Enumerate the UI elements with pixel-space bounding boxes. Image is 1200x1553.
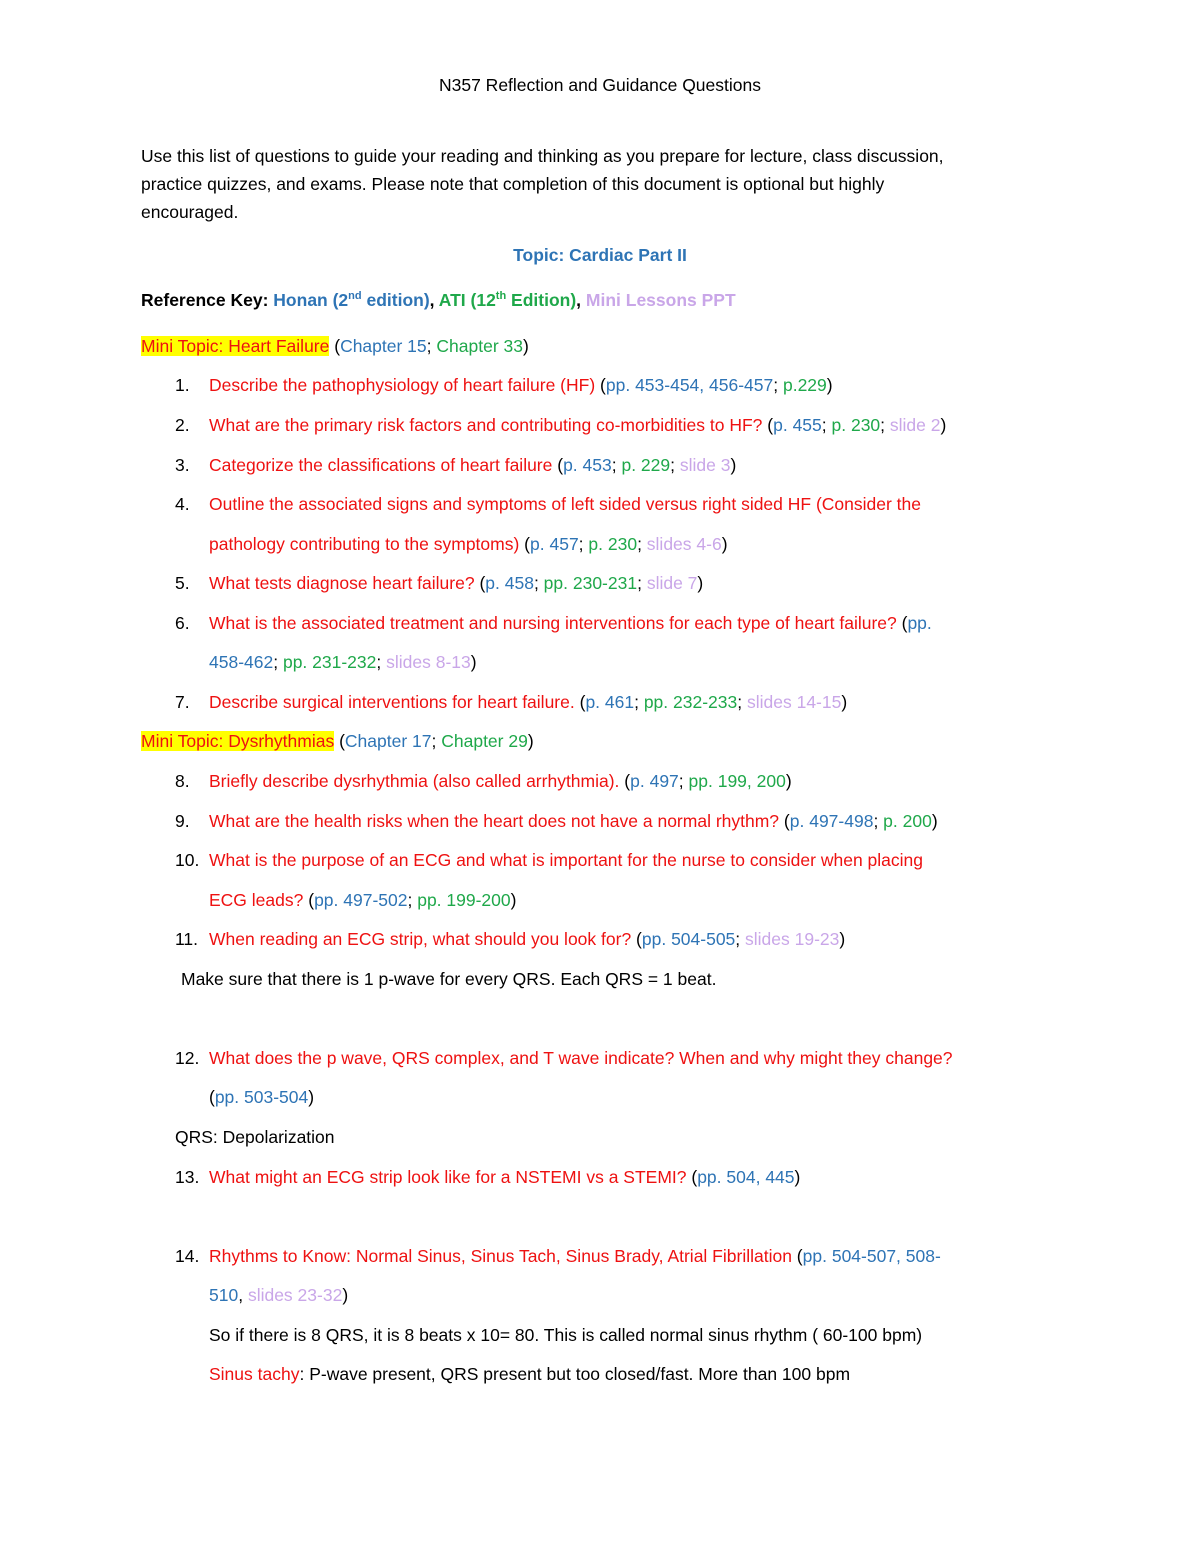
question-text: Rhythms to Know: Normal Sinus, Sinus Tach, Sinus Brady, Atrial Fibrillation [209, 1246, 792, 1266]
chapter-ref: Chapter 29 [441, 731, 528, 751]
slide-ref: slides 14-15 [746, 692, 842, 712]
question-6: 6. What is the associated treatment and nursing interventions for each type of heart failure? (pp. [175, 613, 932, 633]
ref-ati: ATI (12 [438, 290, 496, 310]
chapter-ref: Chapter 33 [436, 336, 523, 356]
question-12-cont: (pp. 503-504) [209, 1087, 315, 1107]
mini-topic-heart-failure: Mini Topic: Heart Failure (Chapter 15; Chapter 33) [141, 336, 529, 356]
honan-ref: 510 [209, 1285, 239, 1305]
note-label: Sinus tachy [209, 1364, 300, 1384]
note-q14-a: So if there is 8 QRS, it is 8 beats x 10= 80. This is called normal sinus rhythm ( 60-100 bpm) [209, 1325, 923, 1345]
honan-ref: p. 457 [530, 534, 579, 554]
question-text: What are the primary risk factors and contributing co-morbidities to HF? [209, 415, 763, 435]
ref-ati-sup: th [495, 290, 507, 302]
ref-ati-end: Edition) [506, 290, 577, 310]
honan-ref: 458-462 [209, 652, 274, 672]
question-number: 14. [175, 1246, 200, 1266]
ref-honan-sup: nd [348, 290, 362, 302]
reference-key: Reference Key: Honan (2nd edition), ATI (12th Edition), Mini Lessons PPT [141, 290, 736, 310]
ati-ref: pp. 199-200 [417, 890, 511, 910]
question-number: 9. [175, 811, 190, 831]
question-number: 6. [175, 613, 190, 633]
honan-ref: pp. 504-507, 508- [802, 1246, 941, 1266]
honan-ref: pp. 497-502 [314, 890, 408, 910]
ref-honan-end: edition) [361, 290, 430, 310]
question-10 [175, 849, 923, 871]
ref-honan: Honan (2 [273, 290, 349, 310]
question-4 [175, 493, 921, 515]
question-text: pathology contributing to the symptoms) [209, 534, 520, 554]
ati-ref: p. 230 [588, 534, 638, 554]
question-number: 2. [175, 415, 190, 435]
question-number: 11. [175, 929, 199, 949]
honan-ref: pp. 504, 445 [697, 1167, 795, 1187]
question-number: 8. [175, 771, 190, 791]
slide-ref: slides 23-32 [247, 1285, 343, 1305]
question-text: Outline the associated signs and symptoms of left sided versus right sided HF (Consider the [209, 494, 922, 514]
document-title: N357 Reflection and Guidance Questions [438, 75, 761, 95]
question-text: What does the p wave, QRS complex, and T wave indicate? When and why might they change? [209, 1048, 953, 1068]
ati-ref: p. 230 [831, 415, 881, 435]
note-q12: QRS: Depolarization [175, 1127, 335, 1147]
slide-ref: slide 7 [646, 573, 698, 593]
ati-ref: p. 229 [621, 455, 671, 475]
chapter-ref: Chapter 17 [344, 731, 432, 751]
honan-ref: p. 458 [485, 573, 534, 593]
ati-ref: pp. 199, 200 [688, 771, 786, 791]
slide-ref: slides 19-23 [745, 929, 840, 949]
question-text: What is the associated treatment and nursing interventions for each type of heart failure? [209, 613, 897, 633]
question-14: 14. Rhythms to Know: Normal Sinus, Sinus Tach, Sinus Brady, Atrial Fibrillation (pp. 504-507, 508- [175, 1246, 941, 1266]
question-text: Categorize the classifications of heart failure [209, 455, 553, 475]
question-number: 3. [175, 455, 190, 475]
question-12 [175, 1047, 953, 1069]
honan-ref: p. 497 [630, 771, 679, 791]
question-1: 1. Describe the pathophysiology of heart failure (HF) (pp. 453-454, 456-457; p.229) [175, 375, 833, 395]
question-2: 2. What are the primary risk factors and contributing co-morbidities to HF? (p. 455; p. 230; slide 2) [175, 415, 947, 435]
topic-heading: Topic: Cardiac Part II [513, 245, 687, 265]
chapter-ref: Chapter 15 [340, 336, 427, 356]
slide-ref: slide 2 [889, 415, 941, 435]
question-7: 7. Describe surgical interventions for heart failure. (p. 461; pp. 232-233; slides 14-15) [175, 692, 848, 712]
mini-topic-label: Mini Topic: Heart Failure [141, 336, 330, 356]
question-number: 7. [175, 692, 190, 712]
question-10-cont: ECG leads? (pp. 497-502; pp. 199-200) [209, 890, 517, 910]
note-text: : P-wave present, QRS present but too closed/fast. More than 100 bpm [299, 1364, 851, 1384]
question-number: 13. [175, 1167, 200, 1187]
ati-ref: p.229 [782, 375, 827, 395]
slide-ref: slide 3 [679, 455, 731, 475]
question-number: 1. [175, 375, 190, 395]
reference-key-label: Reference Key: [141, 290, 269, 310]
question-text: What might an ECG strip look like for a NSTEMI vs a STEMI? [209, 1167, 687, 1187]
intro-line-3: encouraged. [141, 202, 239, 222]
question-text: When reading an ECG strip, what should you look for? [209, 929, 632, 949]
question-number: 10. [175, 850, 200, 870]
question-4-cont: pathology contributing to the symptoms) (p. 457; p. 230; slides 4-6) [209, 534, 728, 554]
question-3: 3. Categorize the classifications of heart failure (p. 453; p. 229; slide 3) [175, 455, 737, 475]
question-11: 11. When reading an ECG strip, what should you look for? (pp. 504-505; slides 19-23) [175, 929, 846, 949]
note-q11: Make sure that there is 1 p-wave for every QRS. Each QRS = 1 beat. [181, 969, 717, 989]
question-text: Describe surgical interventions for heart failure. [209, 692, 575, 712]
honan-ref: p. 453 [563, 455, 612, 475]
question-text: What tests diagnose heart failure? [209, 573, 475, 593]
question-text: ECG leads? [209, 890, 304, 910]
intro-line-1: Use this list of questions to guide your reading and thinking as you prepare for lecture, class discussion, [141, 146, 944, 166]
mini-topic-dysrhythmias: Mini Topic: Dysrhythmias (Chapter 17; Chapter 29) [141, 731, 534, 751]
honan-ref: p. 455 [773, 415, 822, 435]
question-14-cont: 510, slides 23-32) [209, 1285, 349, 1305]
question-9: 9. What are the health risks when the heart does not have a normal rhythm? (p. 497-498; p. 200) [175, 811, 938, 831]
question-number: 5. [175, 573, 190, 593]
question-number: 12. [175, 1048, 200, 1068]
honan-ref: p. 461 [585, 692, 635, 712]
slide-ref: slides 4-6 [646, 534, 722, 554]
question-number: 4. [175, 494, 190, 514]
honan-ref: pp. 503-504 [214, 1087, 309, 1107]
question-text: Describe the pathophysiology of heart failure (HF) [209, 375, 596, 395]
ati-ref: p. 200 [883, 811, 932, 831]
slide-ref: slides 8-13 [386, 652, 471, 672]
note-q14-b [209, 1363, 850, 1385]
honan-ref: p. 497-498 [789, 811, 874, 831]
honan-ref: pp. [907, 613, 932, 633]
ref-mini-lessons: Mini Lessons PPT [585, 290, 736, 310]
ati-ref: pp. 230-231 [543, 573, 638, 593]
honan-ref: pp. 504-505 [641, 929, 736, 949]
mini-topic-label: Mini Topic: Dysrhythmias [141, 731, 335, 751]
ati-ref: pp. 232-233 [643, 692, 738, 712]
question-text: What are the health risks when the heart does not have a normal rhythm? [209, 811, 780, 831]
intro-line-2: practice quizzes, and exams. Please note that completion of this document is optional but highly [141, 174, 885, 194]
question-13: 13. What might an ECG strip look like for a NSTEMI vs a STEMI? (pp. 504, 445) [175, 1167, 801, 1187]
question-8: 8. Briefly describe dysrhythmia (also called arrhythmia). (p. 497; pp. 199, 200) [175, 771, 792, 791]
ati-ref: pp. 231-232 [282, 652, 377, 672]
question-6-cont: 458-462; pp. 231-232; slides 8-13) [209, 652, 477, 672]
question-5: 5. What tests diagnose heart failure? (p. 458; pp. 230-231; slide 7) [175, 573, 704, 593]
question-text: Briefly describe dysrhythmia (also called arrhythmia). [209, 771, 620, 791]
question-text: What is the purpose of an ECG and what is important for the nurse to consider when placing [209, 850, 923, 870]
honan-ref: pp. 453-454, 456-457 [605, 375, 774, 395]
